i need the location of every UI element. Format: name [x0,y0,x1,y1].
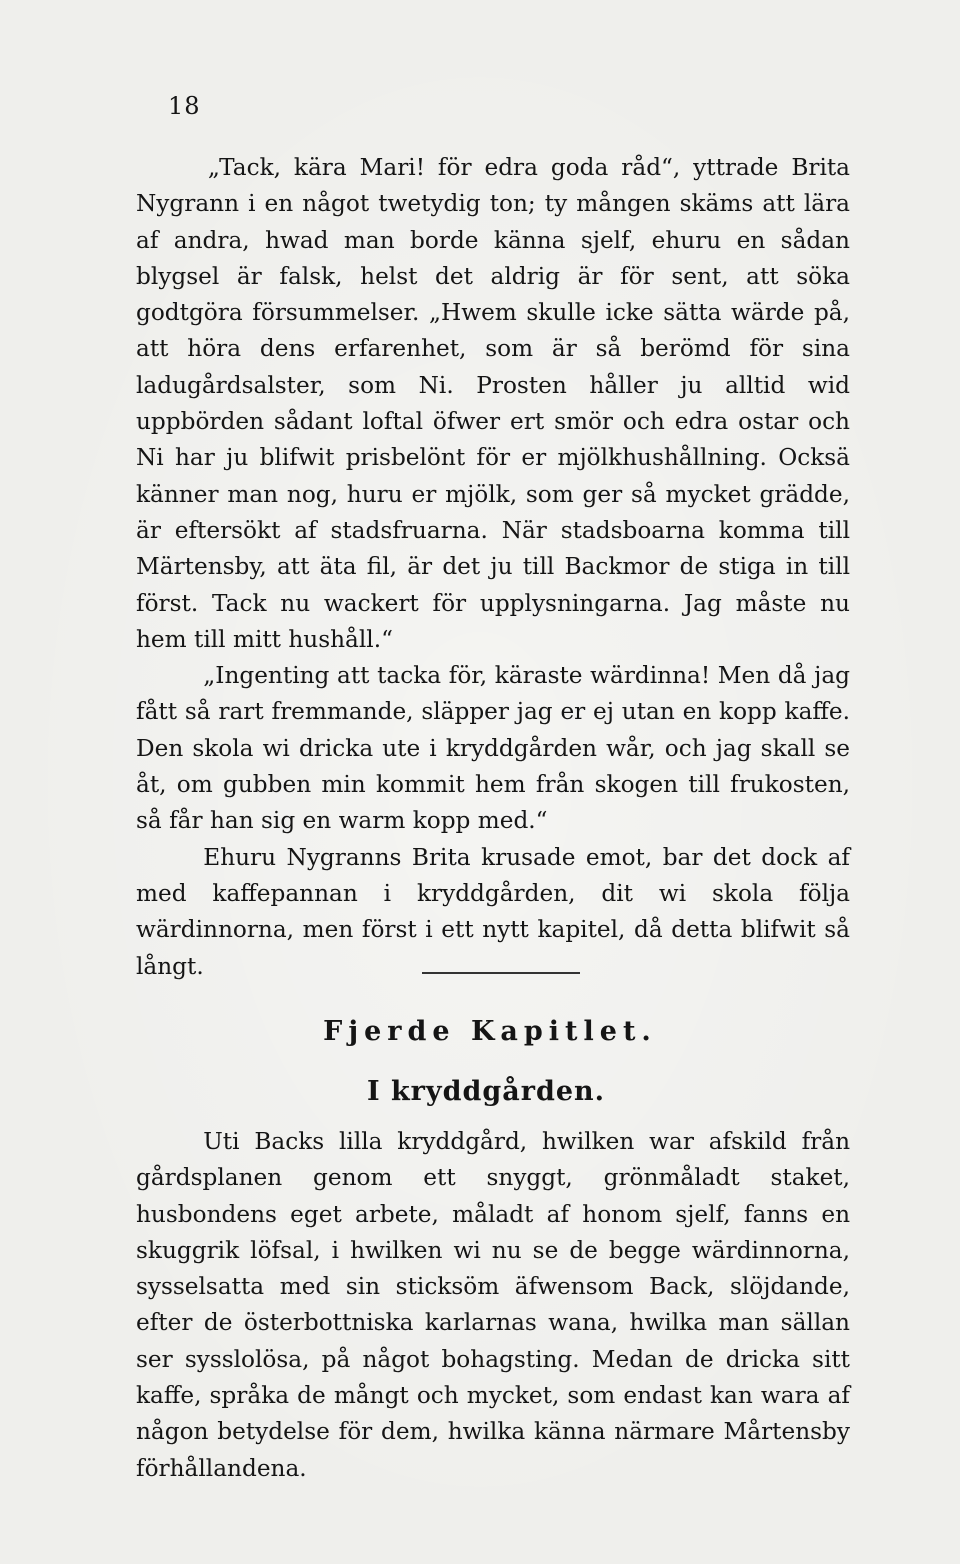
chapter-subtitle: I kryddgården. [366,1076,606,1107]
paragraph: Uti Backs lilla kryddgård, hwilken war afskild från gårdsplanen genom ett snyggt, grönmåladt staket, husbondens eget arbete, måladt af honom sjelf, fanns en skuggrik löfsal, i hwilken wi nu se de begge wärdinnorna, sysselsatta med sin sticksöm äfwensom Back, slöjdande, efter de österbottniska karlarnas wana, hwilka man sällan ser sysslolösa, på något bohagsting. Medan de dricka sitt kaffe, språka de mångt och mycket, som endast kan wara af någon betydelse för dem, hwilka känna närmare Mårtensby förhållandena. [136,1128,850,1482]
paragraph: „Ingenting att tacka för, käraste wärdinna! Men då jag fått så rart fremmande, släpper jag er ej utan en kopp kaffe. Den skola wi dricka ute i kryddgården wår, och jag skall se åt, om gubben min kommit hem från skogen till frukosten, så får han sig en warm kopp med.“ [136,662,850,835]
body-text-top [136,150,850,985]
body-text-bottom [136,1124,850,1487]
paragraph: Ehuru Nygranns Brita krusade emot, bar det dock af med kaffepannan i kryddgården, dit wi skola följa wärdinnorna, men först i ett nytt kapitel, då detta blifwit så långt. [136,843,850,980]
page-number: 18 [168,92,201,120]
paragraph: „Tack, kära Mari! för edra goda råd“, yttrade Brita Nygrann i en något twetydig ton; ty mången skäms att lära af andra, hwad man borde känna sjelf, ehuru en sådan blygsel är falsk, helst det aldrig är för sent, att söka godtgöra försummelser. „Hwem skulle icke sätta wärde på, att höra dens erfarenhet, som är så berömd för sina ladugårdsalster, som Ni. Prosten håller ju alltid wid uppbörden sådant loftal öfwer ert smör och edra ostar och Ni har ju blifwit prisbelönt för er mjölkhushållning. Ocksä känner man nog, huru er mjölk, som ger så mycket grädde, är eftersökt af stadsfruarna. När stadsboarna komma till Märtensby, att äta fil, är det ju till Backmor de stiga in till först. Tack nu wackert för upplysningarna. Jag måste nu hem till mitt hushåll.“ [136,154,850,653]
section-divider [422,972,580,974]
chapter-title: Fjerde Kapitlet. [323,1016,657,1047]
